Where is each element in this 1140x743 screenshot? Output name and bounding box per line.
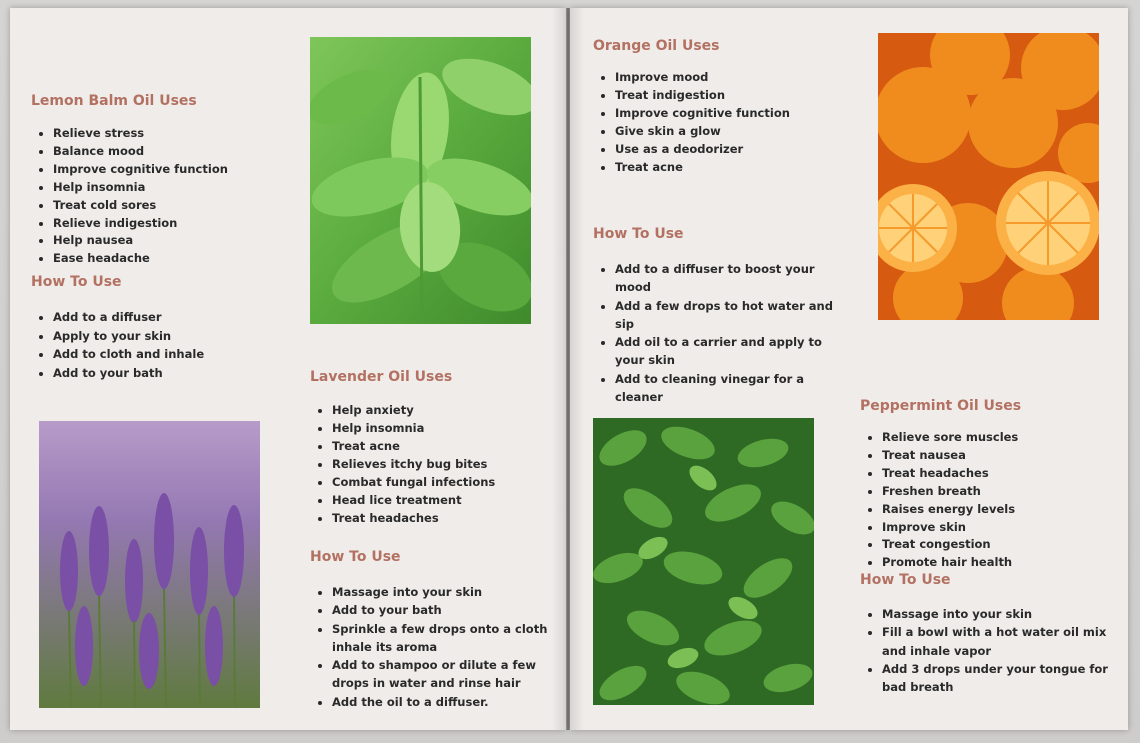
lemon-balm-how-list [31, 308, 291, 382]
lemon-balm-uses-section [31, 92, 291, 268]
right-page [570, 8, 1128, 730]
list-item: • Treat congestion [882, 536, 1120, 554]
orange-how-heading: How To Use [593, 226, 684, 242]
list-item: • Treat indigestion [615, 87, 853, 105]
lavender-uses-section [310, 368, 550, 527]
list-item: • Massage into your skin [882, 605, 1120, 623]
list-item: • Improve cognitive function [53, 161, 291, 179]
list-item: • Add to cleaning vinegar for a cleaner [615, 370, 843, 407]
orange-how-section [593, 225, 843, 406]
oranges-photo [878, 33, 1099, 320]
list-item: • Freshen breath [882, 483, 1120, 501]
peppermint-uses-section [860, 397, 1120, 572]
orange-uses-section [593, 37, 853, 176]
list-item: • Add to a diffuser to boost your mood [615, 260, 843, 297]
list-item: • Relieve stress [53, 125, 291, 143]
list-item: • Help insomnia [332, 419, 550, 437]
list-item: • Add to your bath [332, 601, 550, 619]
list-item: • Treat nausea [882, 447, 1120, 465]
list-item: • Apply to your skin [53, 327, 291, 346]
lemon-balm-photo [310, 37, 531, 324]
list-item: • Raises energy levels [882, 501, 1120, 519]
orange-uses-list [593, 69, 853, 176]
lavender-uses-list [310, 401, 550, 527]
list-item: • Improve skin [882, 519, 1120, 537]
list-item: • Treat headaches [332, 509, 550, 527]
left-page [10, 8, 566, 730]
orange-uses-heading: Orange Oil Uses [593, 38, 720, 54]
peppermint-how-section [860, 571, 1120, 696]
lavender-uses-heading: Lavender Oil Uses [310, 369, 453, 385]
peppermint-photo [593, 418, 814, 705]
list-item: • Treat acne [332, 437, 550, 455]
list-item: • Improve cognitive function [615, 105, 853, 123]
list-item: • Add to cloth and inhale [53, 345, 291, 364]
list-item: • Add to a diffuser [53, 308, 291, 327]
list-item: • Fill a bowl with a hot water oil mix and inhale vapor [882, 623, 1120, 660]
list-item: • Add a few drops to hot water and sip [615, 297, 843, 334]
list-item: • Add to your bath [53, 364, 291, 383]
list-item: • Treat cold sores [53, 197, 291, 215]
list-item: • Ease headache [53, 250, 291, 268]
list-item: • Add the oil to a diffuser. [332, 693, 550, 711]
peppermint-uses-heading: Peppermint Oil Uses [860, 398, 1022, 414]
list-item: • Improve mood [615, 69, 853, 87]
lavender-how-heading: How To Use [310, 549, 401, 565]
list-item: • Massage into your skin [332, 583, 550, 601]
list-item: • Give skin a glow [615, 123, 853, 141]
lavender-photo [39, 421, 260, 708]
list-item: • Treat headaches [882, 465, 1120, 483]
list-item: • Add oil to a carrier and apply to your skin [615, 333, 843, 370]
lemon-balm-how-section [31, 273, 291, 382]
lemon-balm-how-heading: How To Use [31, 274, 122, 290]
list-item: • Balance mood [53, 143, 291, 161]
list-item: • Treat acne [615, 159, 853, 177]
list-item: • Promote hair health [882, 554, 1120, 572]
list-item: • Relieve sore muscles [882, 429, 1120, 447]
list-item: • Help nausea [53, 232, 291, 250]
list-item: • Help anxiety [332, 401, 550, 419]
list-item: • Sprinkle a few drops onto a cloth inhale its aroma [332, 620, 550, 657]
list-item: • Relieve indigestion [53, 215, 291, 233]
list-item: • Add to shampoo or dilute a few drops in water and rinse hair [332, 656, 550, 693]
peppermint-how-list [860, 605, 1120, 696]
orange-how-list [593, 260, 843, 406]
lavender-how-section [310, 548, 550, 711]
list-item: • Help insomnia [53, 179, 291, 197]
list-item: • Add 3 drops under your tongue for bad breath [882, 660, 1120, 697]
lavender-how-list [310, 583, 550, 711]
peppermint-uses-list [860, 429, 1120, 572]
lemon-balm-uses-list [31, 125, 291, 268]
list-item: • Use as a deodorizer [615, 141, 853, 159]
list-item: • Head lice treatment [332, 491, 550, 509]
list-item: • Combat fungal infections [332, 473, 550, 491]
lemon-balm-uses-heading: Lemon Balm Oil Uses [31, 93, 197, 109]
list-item: • Relieves itchy bug bites [332, 455, 550, 473]
peppermint-how-heading: How To Use [860, 572, 951, 588]
